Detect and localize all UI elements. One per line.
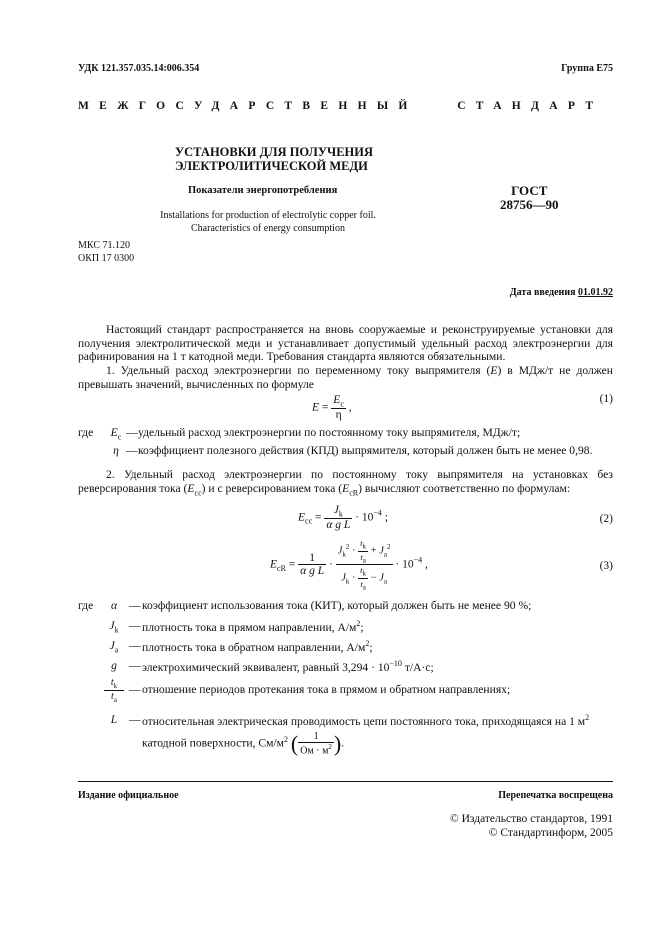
title-en-line2: Characteristics of energy consumption [191,222,345,234]
copyright-1991: © Издательство стандартов, 1991 [449,813,613,825]
footer-rule [78,781,613,782]
title-en [148,210,388,235]
definition-row: η — коэффициент полезного действия (КПД) выпрямителя, который должен быть не менее 0,98. [113,443,593,457]
definition-row: где α — коэффициент использования тока (КИТ), который должен быть не менее 90 %; [78,599,532,612]
udk-code: УДК 121.357.035.14:006.354 [78,63,200,74]
title-en-line1: Installations for production of electrolytic copper foil. [160,210,376,221]
where-list-1 [78,426,613,457]
intro-paragraph: Настоящий стандарт распространяется на вновь сооружаемые и реконструируемые установки для получения электролитической меди и устанавливает допустимый удельный расход электроэнергии для рафинирования на 1 т катодной меди. Требования стандарта являются обязательными. [78,323,613,363]
okp-code: ОКП 17 0300 [78,252,135,264]
gost-number: 28756—90 [500,197,559,212]
title-ru-line2: ЭЛЕКТРОЛИТИЧЕСКОЙ МЕДИ [175,159,368,173]
title-ru-subtitle: Показатели энергопотребления [188,185,338,196]
formula-3: $E_{cR}$ = $\frac{1}{\text{α g L}}$ · $J_k^2$ · $\frac{t_k}{t_a}$ + $J_a^2$ $J_k$ · $\frac{t_k}{t_a}$ − $J_a$ · $10^{-4}$ , [270,538,428,592]
definition-row: $J_a$ — плотность тока в обратном направлении, $А/м^2$; [109,639,373,655]
formula-1: E = $\frac{E_c}{\eta}$ , [312,394,352,422]
interstate-standard-heading: МЕЖГОСУДАРСТВЕННЫЙ СТАНДАРТ [78,100,604,112]
formula-3-number: (3) [599,560,613,572]
mks-code: МКС 71.120 [78,240,130,251]
formula-2: $E_{cc}$ = $\frac{J_k}{\text{α g L}}$ · $10^{-4}$ ; [298,504,389,532]
gost-label: ГОСТ [511,183,548,198]
gost-designation [500,184,559,212]
copyright-2005: © Стандартинформ, 2005 [488,827,613,839]
intro-date-value: 01.01.92 [578,287,613,298]
definition-row: где $E_c$ — удельный расход электроэнергии по постоянному току выпрямителя, МДж/т; [78,426,521,442]
group-code: Группа Е75 [561,63,613,74]
definition-row: $\frac{t_k}{t_a}$ — отношение периодов протекания тока в прямом и обратном направлениях; [78,683,618,713]
where-list-2 [78,599,618,757]
intro-date [510,287,613,298]
title-ru-line1: УСТАНОВКИ ДЛЯ ПОЛУЧЕНИЯ [175,145,373,159]
definition-row: $J_k$ — плотность тока в прямом направлении, $А/м^2$; [109,619,364,635]
paragraph-1: 1. Удельный расход электроэнергии по переменному току выпрямителя (E) в МДж/т не должен превышать значений, вычисленных по формуле [78,364,613,391]
definition-row: L — относительная электрическая проводимость цепи постоянного тока, приходящаяся на 1 $м^2$ катодной поверхности, $См/м^2$ ( $\frac{1}{Ом \cdot м^2}$ ). [110,713,590,757]
classification-codes [78,240,134,265]
official-edition: Издание официальное [78,790,179,801]
definition-row: g — электрохимический эквивалент, равный $3,294 \cdot 10^{-10}$ т/А·с; [111,659,434,674]
intro-date-label: Дата введения [509,287,576,298]
formula-1-number: (1) [599,393,613,405]
formula-2-number: (2) [599,513,613,525]
title-ru [175,145,373,173]
paragraph-2: 2. Удельный расход электроэнергии по постоянному току выпрямителя на установках без реверсирования тока $(E_{cc})$ и с реверсированием тока $(E_{cR})$ вычисляют соответственно по формулам: [78,468,613,497]
reprint-prohibited: Перепечатка воспрещена [498,790,613,801]
copyright-block [450,812,613,840]
